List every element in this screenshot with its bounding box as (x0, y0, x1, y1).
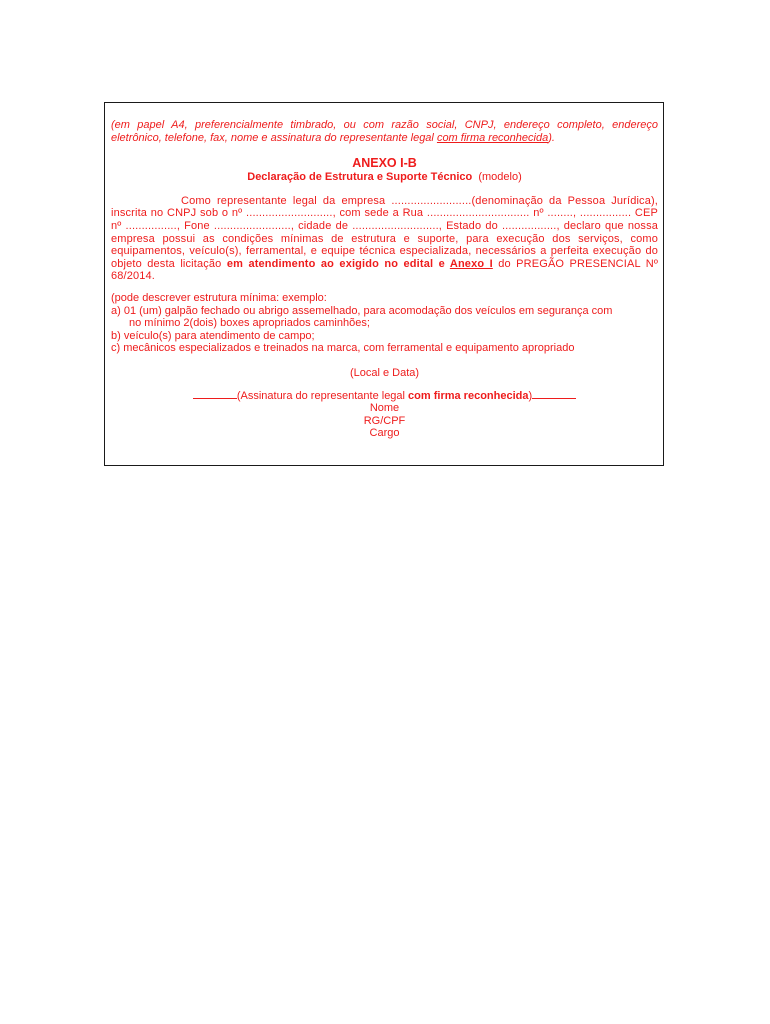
signature-block (111, 390, 658, 440)
annex-subtitle (111, 171, 658, 184)
structure-item-b: b) veículo(s) para atendimento de campo; (111, 329, 315, 342)
structure-list (111, 292, 658, 355)
intro-text: (em papel A4, preferencialmente timbrado, ou com razão social, CNPJ, endereço completo, endereço eletrônico, telefone, fax, nome e assinatura do representante legal (111, 119, 658, 144)
local-and-date: (Local e Data) (349, 366, 420, 379)
annex-subtitle-bold: Declaração de Estrutura e Suporte Técnico (247, 171, 473, 184)
signature-bold: com firma reconhecida (408, 389, 529, 402)
signature-role: Cargo (369, 427, 400, 440)
annex-title: ANEXO I-B (352, 156, 417, 171)
signature-text: (Assinatura do representante legal (236, 389, 409, 402)
declaration-annex-ref: Anexo I (449, 257, 493, 270)
declaration-box (104, 102, 664, 466)
intro-note (111, 119, 658, 144)
structure-intro: (pode descrever estrutura mínima: exemplo: (111, 291, 327, 304)
signature-name: Nome (369, 402, 400, 415)
declaration-bold: em atendimento ao exigido no edital e (226, 257, 450, 270)
declaration-end: do PREGÃO PRESENCIAL Nº 68/2014. (111, 257, 658, 283)
annex-subtitle-model: (modelo) (478, 171, 522, 184)
structure-item-a-cont: no mínimo 2(dois) boxes apropriados caminhões; (129, 317, 370, 330)
declaration-text: Como representante legal da empresa .........................(denominação da Pessoa Jurídica), inscrita no CNPJ sob o nº ..........................., com sede a Rua ................................ nº ........, ................ CEP nº ................, Fone ........................, cidade de ..........................., Estado do ................., declaro que nossa empresa possui as condições mínimas de estrutura e suporte, para execução dos serviços, como equipamentos, veículo(s), ferramental, e equipe técnica especializada, necessários a perfeita execução do objeto desta licitação (111, 194, 658, 270)
intro-underlined: com firma reconhecida (436, 131, 549, 144)
signature-end: ) (528, 389, 533, 402)
structure-item-c: c) mecânicos especializados e treinados na marca, com ferramental e equipamento apropriado (111, 342, 575, 355)
signature-line (111, 390, 658, 403)
structure-item-a: a) 01 (um) galpão fechado ou abrigo assemelhado, para acomodação dos veículos em segurança com (111, 304, 613, 317)
declaration-paragraph (111, 195, 658, 283)
signature-id: RG/CPF (363, 414, 406, 427)
intro-end: ). (548, 131, 555, 144)
